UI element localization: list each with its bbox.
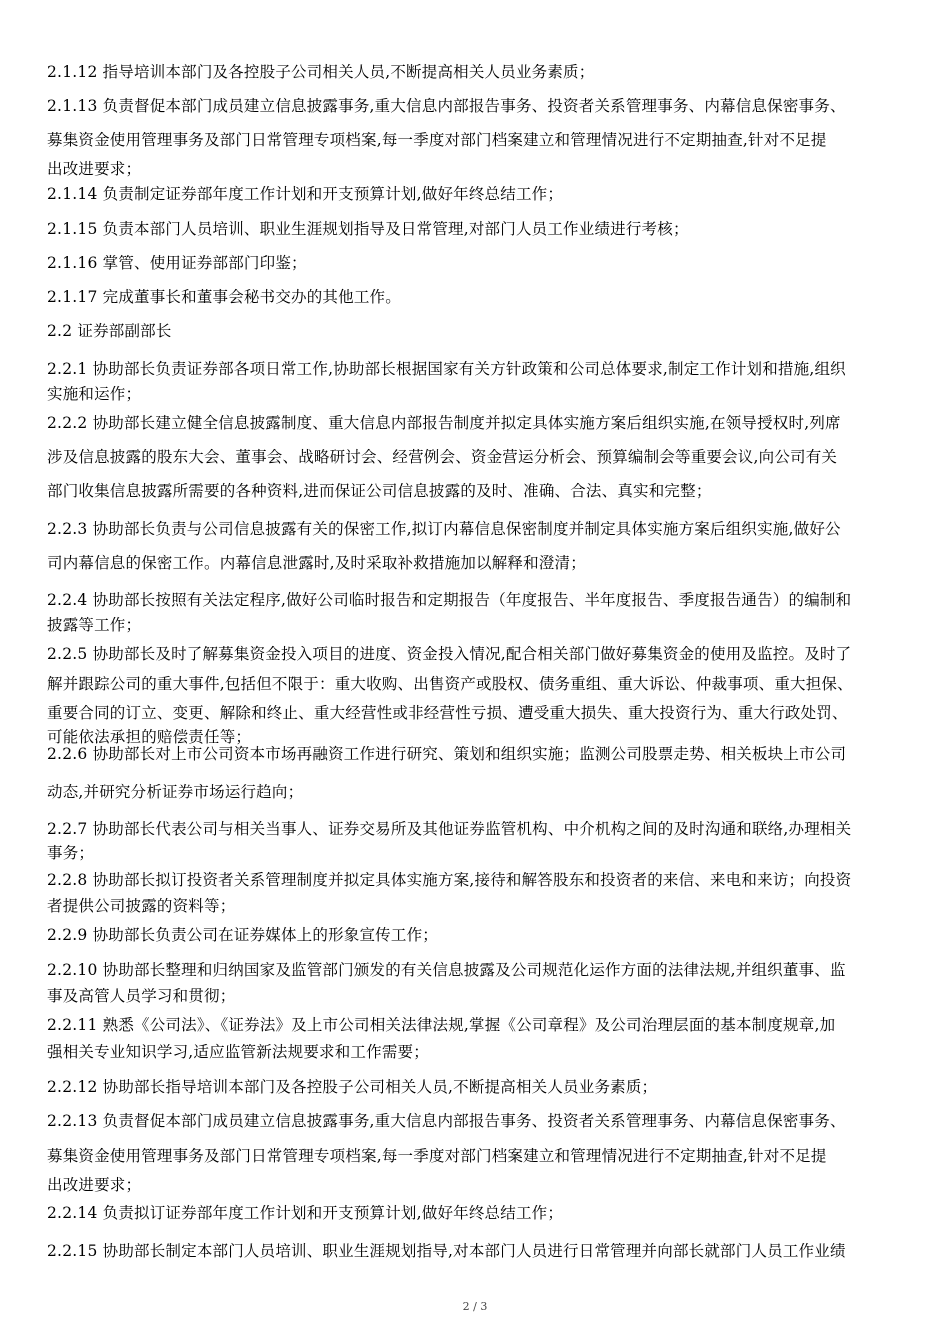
text-line: 2.2.12 协助部长指导培训本部门及各控股子公司相关人员,不断提高相关人员业务素质； — [47, 1078, 658, 1096]
text-line: 2.2.8 协助部长拟订投资者关系管理制度并拟定具体实施方案,接待和解答股东和投资者的来信、来电和来访；向投资 — [47, 871, 852, 889]
text-line: 强相关专业知识学习,适应监管新法规要求和工作需要； — [47, 1043, 429, 1061]
text-line: 2.1.13 负责督促本部门成员建立信息披露事务,重大信息内部报告事务、投资者关系管理事务、内幕信息保密事务、 — [47, 97, 846, 115]
text-line: 出改进要求； — [47, 160, 142, 178]
text-line: 2.2.6 协助部长对上市公司资本市场再融资工作进行研究、策划和组织实施；监测公司股票走势、相关板块上市公司 — [47, 745, 847, 763]
text-line: 2.1.14 负责制定证券部年度工作计划和开支预算计划,做好年终总结工作； — [47, 185, 564, 203]
page-number: 2 / 3 — [462, 1300, 488, 1313]
text-line: 募集资金使用管理事务及部门日常管理专项档案,每一季度对部门档案建立和管理情况进行不定期抽查,针对不足提 — [47, 1147, 827, 1165]
text-line: 2.2.15 协助部长制定本部门人员培训、职业生涯规划指导,对本部门人员进行日常管理并向部长就部门人员工作业绩 — [47, 1242, 846, 1260]
text-line: 部门收集信息披露所需要的各种资料,进而保证公司信息披露的及时、准确、合法、真实和完整； — [47, 482, 712, 500]
text-line: 2.2.9 协助部长负责公司在证券媒体上的形象宣传工作； — [47, 926, 438, 944]
text-line: 2.2.11 熟悉《公司法》、《证券法》及上市公司相关法律法规,掌握《公司章程》及公司治理层面的基本制度规章,加 — [47, 1016, 836, 1034]
text-line: 可能依法承担的赔偿责任等； — [47, 728, 252, 746]
text-line: 2.2.7 协助部长代表公司与相关当事人、证券交易所及其他证券监管机构、中介机构之间的及时沟通和联络,办理相关 — [47, 820, 852, 838]
text-line: 2.1.16 掌管、使用证券部部门印鉴； — [47, 254, 307, 272]
text-line: 披露等工作； — [47, 616, 142, 634]
text-line: 动态,并研究分析证券市场运行趋向； — [47, 783, 304, 801]
text-line: 司内幕信息的保密工作。内幕信息泄露时,及时采取补救措施加以解释和澄清； — [47, 554, 586, 572]
text-line: 2.2 证券部副部长 — [47, 322, 172, 340]
text-line: 2.2.14 负责拟订证券部年度工作计划和开支预算计划,做好年终总结工作； — [47, 1204, 564, 1222]
text-line: 解并跟踪公司的重大事件,包括但不限于：重大收购、出售资产或股权、债务重组、重大诉讼、仲裁事项、重大担保、 — [47, 675, 853, 693]
text-line: 重要合同的订立、变更、解除和终止、重大经营性或非经营性亏损、遭受重大损失、重大投资行为、重大行政处罚、 — [47, 704, 848, 722]
text-line: 2.2.13 负责督促本部门成员建立信息披露事务,重大信息内部报告事务、投资者关系管理事务、内幕信息保密事务、 — [47, 1112, 846, 1130]
text-line: 募集资金使用管理事务及部门日常管理专项档案,每一季度对部门档案建立和管理情况进行不定期抽查,针对不足提 — [47, 131, 827, 149]
text-line: 2.2.1 协助部长负责证券部各项日常工作,协助部长根据国家有关方针政策和公司总体要求,制定工作计划和措施,组织 — [47, 360, 846, 378]
text-line: 2.1.17 完成董事长和董事会秘书交办的其他工作。 — [47, 288, 401, 306]
text-line: 2.1.15 负责本部门人员培训、职业生涯规划指导及日常管理,对部门人员工作业绩进行考核； — [47, 220, 689, 238]
text-line: 2.2.3 协助部长负责与公司信息披露有关的保密工作,拟订内幕信息保密制度并制定具体实施方案后组织实施,做好公 — [47, 520, 841, 538]
text-line: 事务； — [47, 844, 95, 862]
text-line: 实施和运作； — [47, 385, 142, 403]
text-line: 2.2.5 协助部长及时了解募集资金投入项目的进度、资金投入情况,配合相关部门做好募集资金的使用及监控。及时了 — [47, 645, 852, 663]
text-line: 者提供公司披露的资料等； — [47, 897, 236, 915]
text-line: 2.1.12 指导培训本部门及各控股子公司相关人员,不断提高相关人员业务素质； — [47, 63, 595, 81]
text-line: 出改进要求； — [47, 1176, 142, 1194]
text-line: 事及高管人员学习和贯彻； — [47, 987, 236, 1005]
text-line: 2.2.2 协助部长建立健全信息披露制度、重大信息内部报告制度并拟定具体实施方案后组织实施,在领导授权时,列席 — [47, 414, 841, 432]
text-line: 2.2.10 协助部长整理和归纳国家及监管部门颁发的有关信息披露及公司规范化运作方面的法律法规,并组织董事、监 — [47, 961, 846, 979]
text-line: 2.2.4 协助部长按照有关法定程序,做好公司临时报告和定期报告（年度报告、半年度报告、季度报告通告）的编制和 — [47, 591, 852, 609]
text-line: 涉及信息披露的股东大会、董事会、战略研讨会、经营例会、资金营运分析会、预算编制会等重要会议,向公司有关 — [47, 448, 838, 466]
